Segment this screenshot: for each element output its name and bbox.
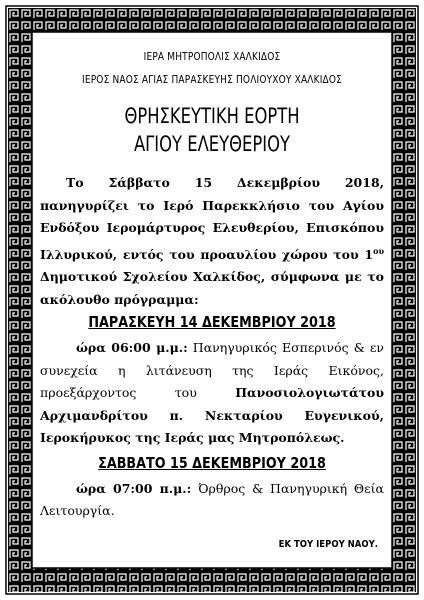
intro-paragraph <box>40 172 384 311</box>
intro-text-2: Δημοτικού Σχολείου Χαλκίδος, σύμφωνα με το ακόλουθο πρόγραμμα: <box>40 269 384 307</box>
metropolis-header: ΙΕΡΑ ΜΗΤΡΟΠΟΛΙΣ ΧΑΛΚΙΔΟΣ <box>143 50 281 63</box>
saturday-time: ώρα 07:00 π.μ.: <box>76 480 192 496</box>
signature: ΕΚ ΤΟΥ ΙΕΡΟΥ ΝΑΟΥ. <box>278 538 378 550</box>
intro-superscript: ου <box>373 245 384 256</box>
title-line-1: ΘΡΗΣΚΕΥΤΙΚΗ ΕΟΡΤΗ <box>124 104 300 128</box>
friday-time: ώρα 06:00 μ.μ.: <box>76 340 188 356</box>
friday-heading: ΠΑΡΑΣΚΕΥΗ 14 ΔΕΚΕΜΒΡΙΟΥ 2018 <box>88 313 336 332</box>
saturday-heading: ΣΑΒΒΑΤΟ 15 ΔΕΚΕΜΒΡΙΟΥ 2018 <box>98 453 326 472</box>
friday-text: Πανηγυρικός Εσπερινός & εν συνεχεία η λιτάνευση της Ιεράς Εικόνος, προεξάρχοντος του <box>40 340 384 401</box>
saturday-text: Όρθρος & Πανηγυρική Θεία Λειτουργία. <box>40 480 384 519</box>
church-header: ΙΕΡΟΣ ΝΑΟΣ ΑΓΙΑΣ ΠΑΡΑΣΚΕΥΗΣ ΠΟΛΙΟΥΧΟΥ ΧΑΛΚΙΔΟΣ <box>82 73 342 86</box>
friday-event <box>40 337 384 450</box>
saturday-event <box>40 478 384 523</box>
title-line-2: ΑΓΙΟΥ ΕΛΕΥΘΕΡΙΟΥ <box>133 132 291 156</box>
announcement <box>40 44 384 550</box>
friday-officiant: Πανοσιολογιωτάτου Αρχιμανδρίτου π. Νεκταρίου Ευγενικού, Ιεροκήρυκος της Ιεράς μας Μητροπόλεως. <box>40 385 384 446</box>
intro-text-1: Το Σάββατο 15 Δεκεμβρίου 2018, πανηγυρίζει το Ιερό Παρεκκλήσιο του Αγίου Ενδόξου Ιερομάρτυρος Ελευθερίου, Επισκόπου Ιλλυρικού, εντός του προαυλίου χώρου του 1 <box>40 175 384 262</box>
